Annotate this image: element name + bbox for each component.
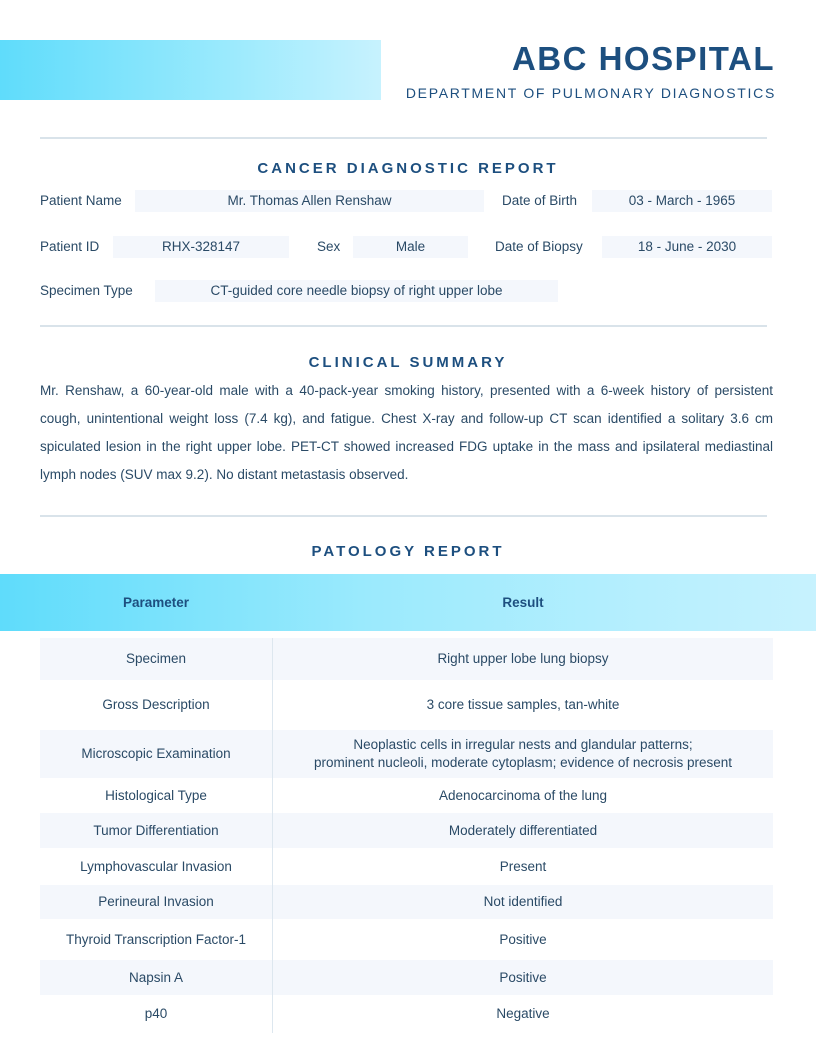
column-header-result: Result xyxy=(502,595,544,610)
patient-name-value: Mr. Thomas Allen Renshaw xyxy=(135,190,484,212)
table-row xyxy=(40,919,773,960)
dob-value: 03 - March - 1965 xyxy=(592,190,772,212)
biopsy-date-label: Date of Biopsy xyxy=(495,239,583,254)
biopsy-date-value: 18 - June - 2030 xyxy=(602,236,772,258)
dob-label: Date of Birth xyxy=(502,193,578,208)
table-row xyxy=(40,848,773,885)
result-cell: Positive xyxy=(272,919,773,960)
parameter-cell: Microscopic Examination xyxy=(81,746,231,761)
table-row xyxy=(40,885,773,919)
specimen-type-label: Specimen Type xyxy=(40,283,133,298)
result-line: Neoplastic cells in irregular nests and glandular patterns; xyxy=(353,737,693,752)
table-row xyxy=(40,680,773,730)
report-title: CANCER DIAGNOSTIC REPORT xyxy=(257,160,559,177)
result-cell: Present xyxy=(272,848,773,885)
result-cell: Positive xyxy=(272,960,773,995)
parameter-cell: Napsin A xyxy=(128,969,184,985)
patient-name-label: Patient Name xyxy=(40,193,122,208)
parameter-cell: Specimen xyxy=(125,651,187,666)
parameter-cell: Gross Description xyxy=(102,697,210,712)
divider xyxy=(40,325,767,327)
result-cell: Negative xyxy=(272,995,773,1033)
table-row xyxy=(40,778,773,813)
patient-id-label: Patient ID xyxy=(40,239,100,254)
clinical-summary-text: Mr. Renshaw, a 60-year-old male with a 40-pack-year smoking history, presented with a 6-week history of persistent cough, unintentional weight loss (7.4 kg), and fatigue. Chest X-ray and follow-up CT scan identified a solitary 3.6 cm spiculated lesion in the right upper lobe. PET-CT showed increased FDG uptake in the mass and ipsilateral mediastinal lymph nodes (SUV max 9.2). No distant metastasis observed. xyxy=(40,383,773,482)
table-row xyxy=(40,995,773,1033)
result-line: prominent nucleoli, moderate cytoplasm; evidence of necrosis present xyxy=(314,755,732,770)
table-header xyxy=(0,574,816,631)
pathology-table xyxy=(40,638,773,1033)
result-cell: Moderately differentiated xyxy=(272,813,773,848)
clinical-summary-title: CLINICAL SUMMARY xyxy=(308,354,508,371)
parameter-cell: Lymphovascular Invasion xyxy=(80,858,232,874)
result-cell xyxy=(272,730,773,778)
parameter-cell: Tumor Differentiation xyxy=(93,822,219,838)
patient-id-value: RHX-328147 xyxy=(113,236,289,258)
table-row xyxy=(40,960,773,995)
table-row xyxy=(40,638,773,680)
sex-label: Sex xyxy=(317,239,341,254)
hospital-name: ABC HOSPITAL xyxy=(511,40,775,77)
pathology-title: PATOLOGY REPORT xyxy=(311,543,505,560)
divider xyxy=(40,515,767,517)
specimen-type-value: CT-guided core needle biopsy of right upper lobe xyxy=(155,280,558,302)
column-header-parameter: Parameter xyxy=(122,595,190,610)
result-cell: Right upper lobe lung biopsy xyxy=(272,638,773,680)
result-cell: Not identified xyxy=(272,885,773,919)
header-accent-bar xyxy=(0,40,381,100)
table-row xyxy=(40,730,773,778)
parameter-cell: p40 xyxy=(144,1006,168,1021)
parameter-cell: Perineural Invasion xyxy=(98,894,214,909)
parameter-cell: Thyroid Transcription Factor-1 xyxy=(65,931,247,947)
divider xyxy=(40,137,767,139)
result-cell: 3 core tissue samples, tan-white xyxy=(272,680,773,730)
sex-value: Male xyxy=(353,236,468,258)
table-row xyxy=(40,813,773,848)
result-cell: Adenocarcinoma of the lung xyxy=(272,778,773,813)
parameter-cell: Histological Type xyxy=(105,787,207,803)
department-name: DEPARTMENT OF PULMONARY DIAGNOSTICS xyxy=(405,85,776,101)
